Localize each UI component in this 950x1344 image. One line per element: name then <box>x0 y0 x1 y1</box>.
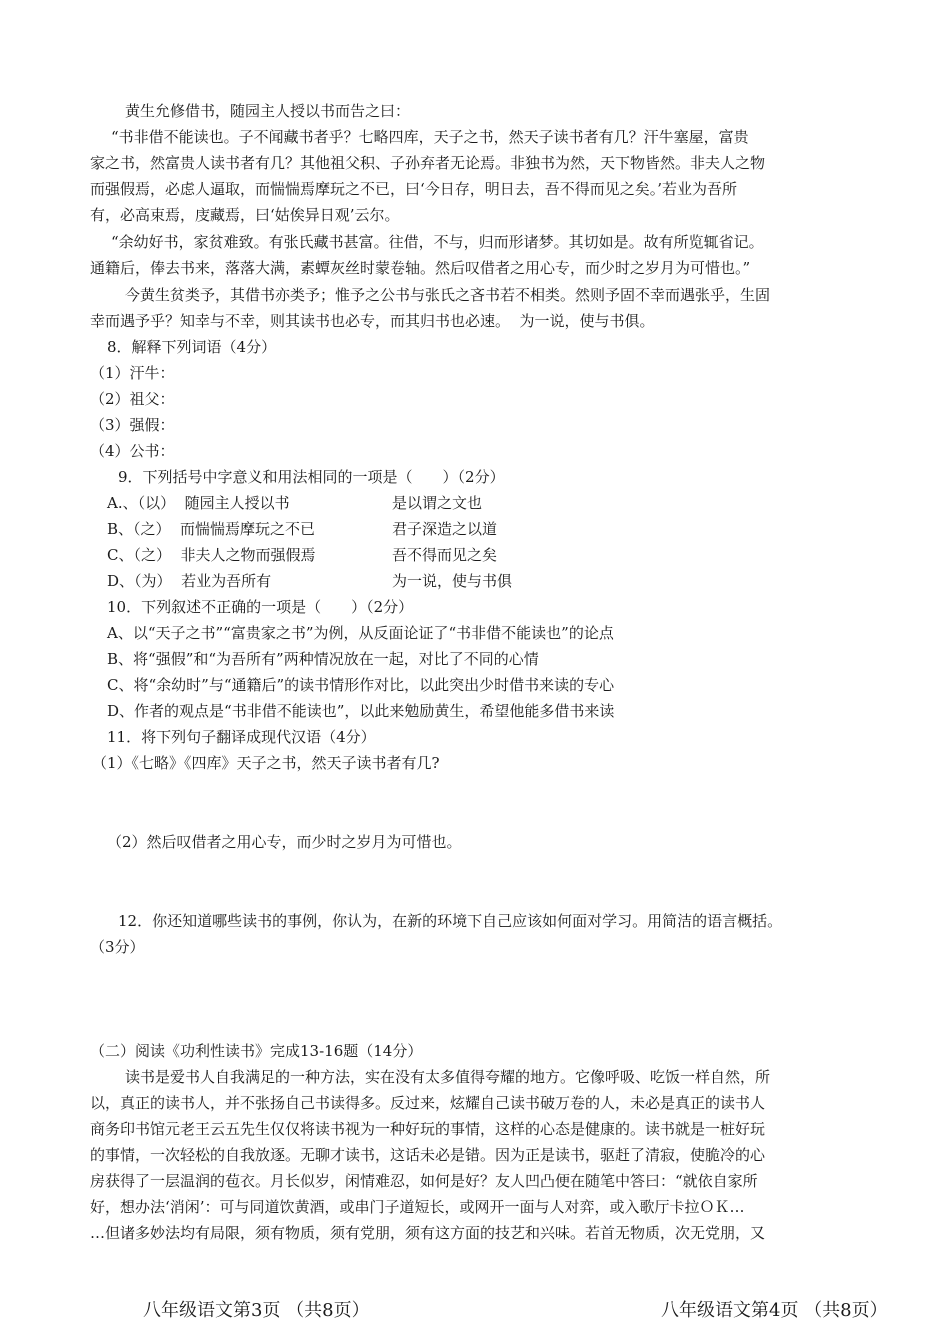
question-9-option-d: D、（为） 若业为吾所有 <box>107 572 272 590</box>
passage-line: 家之书，然富贵人读书者有几？其他祖父积、子孙弃者无论焉。非独书为然，天下物皆然。非夫人之物 <box>90 154 766 172</box>
passage-line: 幸而遇予乎？知幸与不幸，则其读书也必专，而其归书也必速。 为一说，使与书俱。 <box>90 312 655 330</box>
question-9-stem: 9．下列括号中字意义和用法相同的一项是（ ）（2分） <box>118 468 505 486</box>
question-9-option-b-compare: 君子深造之以道 <box>392 520 498 538</box>
question-12-points: （3分） <box>90 938 145 956</box>
question-11-sentence-1: （1）《七略》《四库》天子之书，然天子读书者有几? <box>92 754 440 772</box>
section-2-line: …但诸多妙法均有局限，须有物质，须有党朋，须有这方面的技艺和兴味。若首无物质，次无党朋，又 <box>90 1224 766 1242</box>
question-10-option-c: C、将“余幼时”与“通籍后”的读书情形作对比，以此突出少时借书来读的专心 <box>107 676 615 694</box>
passage-line: 有，必高束焉，庋藏焉，曰‘姑俟异日观’云尔。 <box>90 206 400 224</box>
passage-line: 通籍后，俸去书来，落落大满，素蟫灰丝时蒙卷轴。然后叹借者之用心专，而少时之岁月为可惜也。” <box>90 259 751 277</box>
question-9-option-b: B、（之） 而惴惴焉摩玩之不已 <box>107 520 316 538</box>
question-8-item: （1）汗牛： <box>90 364 175 382</box>
question-10-stem: 10．下列叙述不正确的一项是（ ）（2分） <box>107 598 414 616</box>
question-9-option-a-compare: 是以谓之文也 <box>392 494 483 512</box>
passage-line: 而强假焉，必虑人逼取，而惴惴焉摩玩之不已，曰‘今日存，明日去，吾不得而见之矣。’若业为吾所 <box>90 180 738 198</box>
question-10-option-d: D、作者的观点是“书非借不能读也”，以此来勉励黄生，希望他能多借书来读 <box>107 702 615 720</box>
question-8-item: （3）强假： <box>90 416 175 434</box>
question-10-option-b: B、将“强假”和“为吾所有”两种情况放在一起，对比了不同的心情 <box>107 650 539 668</box>
section-2-line: 商务印书馆元老王云五先生仅仅将读书视为一种好玩的事情，这样的心态是健康的。读书就是一桩好玩 <box>90 1120 766 1138</box>
passage-line: “余幼好书，家贫难致。有张氏藏书甚富。往借，不与，归而形诸梦。其切如是。故有所览辄省记。 <box>111 233 764 251</box>
question-9-option-c: C、（之） 非夫人之物而强假焉 <box>107 546 316 564</box>
section-2-line: 读书是爱书人自我满足的一种方法，实在没有太多值得夸耀的地方。它像呼吸、吃饭一样自然，所 <box>125 1068 771 1086</box>
question-8-item: （2）祖父： <box>90 390 175 408</box>
question-8-stem: 8．解释下列词语（4分） <box>107 338 277 356</box>
question-10-option-a: A、以“天子之书”“富贵家之书”为例，从反面论证了“书非借不能读也”的论点 <box>107 624 614 642</box>
question-8-item: （4）公书： <box>90 442 175 460</box>
footer-page-right: 八年级语文第4页 （共8页） <box>661 1300 888 1321</box>
question-11-sentence-2: （2）然后叹借者之用心专，而少时之岁月为可惜也。 <box>107 833 462 851</box>
question-9-option-c-compare: 吾不得而见之矣 <box>392 546 498 564</box>
section-2-line: 以，真正的读书人，并不张扬自己书读得多。反过来，炫耀自己读书破万卷的人，未必是真正的读书人 <box>90 1094 766 1112</box>
passage-line: “书非借不能读也。子不闻藏书者乎？七略四库，天子之书，然天子读书者有几？汗牛塞屋，富贵 <box>111 128 749 146</box>
passage-line: 今黄生贫类予，其借书亦类予；惟予之公书与张氏之吝书若不相类。然则予固不幸而遇张乎，生固 <box>125 286 771 304</box>
section-2-line: 的事情，一次轻松的自我放逐。无聊才读书，这话未必是错。因为正是读书，驱赶了清寂，使脆冷的心 <box>90 1146 766 1164</box>
question-9-option-a: A.、（以） 随园主人授以书 <box>107 494 290 512</box>
question-11-stem: 11．将下列句子翻译成现代汉语（4分） <box>107 728 376 746</box>
section-2-heading: （二）阅读《功利性读书》完成13-16题（14分） <box>90 1042 423 1060</box>
section-2-line: 好，想办法‘消闲’：可与同道饮黄酒，或串门子道短长，或网开一面与人对弈，或入歌厅卡拉ＯＫ… <box>90 1198 745 1216</box>
passage-intro: 黄生允修借书，随园主人授以书而告之曰： <box>125 102 411 120</box>
question-9-option-d-compare: 为一说，使与书俱 <box>392 572 513 590</box>
section-2-line: 房获得了一层温润的苞衣。月长似岁，闲情难忍，如何是好？友人凹凸便在随笔中答曰：“就依自家所 <box>90 1172 758 1190</box>
footer-page-left: 八年级语文第3页 （共8页） <box>143 1300 370 1321</box>
question-12-stem: 12．你还知道哪些读书的事例，你认为，在新的环境下自己应该如何面对学习。用简洁的语言概括。 <box>118 912 783 930</box>
